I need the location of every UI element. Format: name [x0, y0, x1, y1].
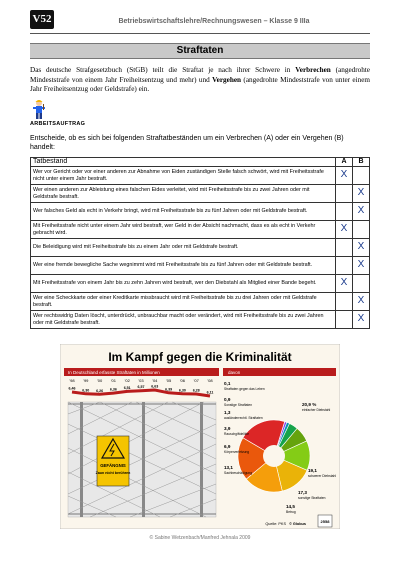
answer-a[interactable] — [336, 293, 353, 311]
course-title: Betriebswirtschaftslehre/Rechnungswesen – Klasse 9 IIIa — [118, 18, 310, 25]
breakdown-value: 20,9 % — [302, 402, 317, 407]
logo: V52 — [30, 10, 54, 29]
intro-paragraph: Das deutsche Strafgesetzbuch (StGB) teilt die Straftat je nach ihrer Schwere in Verbrechen (angedrohte Mindeststrafe von einem Jahr Freiheitsentzug und mehr) und Vergehen (angedrohte Mindeststrafe von unter einem Jahr Freiheitsentzug oder Geldstrafe) ein. — [30, 66, 370, 93]
breakdown-label: Rauschgiftdelikte — [224, 432, 250, 436]
answer-a[interactable]: X — [336, 167, 353, 185]
value-label: 6,30 — [178, 388, 186, 393]
year-label: '02 — [124, 378, 130, 383]
table-row — [31, 257, 370, 275]
breakdown-value: 19,1 — [308, 468, 317, 473]
infographic-subtitle: In Deutschland erfasste Straftaten in Millionen — [68, 370, 160, 375]
fence-graphic — [68, 402, 216, 517]
answer-a[interactable] — [336, 257, 353, 275]
year-label: '08 — [207, 378, 213, 383]
answer-b[interactable]: X — [353, 239, 370, 257]
value-label: 6,26 — [96, 388, 104, 393]
breakdown-label: ausländerrechtl. Straftaten — [224, 416, 263, 420]
column-header-tatbestand: Tatbestand — [31, 158, 336, 167]
term-vergehen: Vergehen — [212, 75, 242, 84]
year-label: '98 — [69, 378, 75, 383]
value-label: 6,51 — [123, 385, 131, 390]
breakdown-label: schwerer Diebstahl — [308, 474, 337, 478]
row-text: Wer einen anderen zur Ableistung eines falschen Eides verleitet, wird mit Freiheitsstrafe bis zu zwei Jahren oder mit Geldstrafe bestraft. — [31, 185, 336, 203]
breakdown-value: 17,3 — [298, 490, 307, 495]
breakdown-pie — [238, 420, 310, 492]
table-row — [31, 185, 370, 203]
breakdown-label: einfacher Diebstahl — [302, 408, 331, 412]
table-row — [31, 203, 370, 221]
year-label: '01 — [110, 378, 117, 383]
table-row — [31, 167, 370, 185]
breakdown-label: Betrug — [286, 510, 296, 514]
row-text: Mit Freiheitsstrafe von einem Jahr bis zu zehn Jahren wird bestraft, wer den Diebstahl als Mitglied einer Bande begeht. — [31, 275, 336, 293]
table-row — [31, 221, 370, 239]
year-label: '05 — [165, 378, 172, 383]
breakdown-label: Straftaten gegen das Leben — [224, 387, 265, 391]
breakdown-label: Sonstige Straftaten — [224, 403, 253, 407]
breakdown-value: 3,9 — [224, 426, 231, 431]
value-label: 6,30 — [82, 388, 90, 393]
year-label: '06 — [179, 378, 186, 383]
answer-b[interactable]: X — [353, 185, 370, 203]
row-text: Wer eine fremde bewegliche Sache wegnimmt wird mit Freiheitsstrafe bis zu fünf Jahren oder mit Geldstrafe bestraft. — [31, 257, 336, 275]
table-row — [31, 239, 370, 257]
column-header-a: A — [336, 158, 353, 167]
page-header — [30, 8, 370, 36]
infographic-title: Im Kampf gegen die Kriminalität — [108, 350, 292, 364]
breakdown-value: 1,3 — [224, 410, 231, 415]
year-label: '03 — [138, 378, 144, 383]
davon-label: davon — [228, 370, 241, 375]
answer-b[interactable] — [353, 275, 370, 293]
answer-b[interactable]: X — [353, 293, 370, 311]
row-text: Wer vor Gericht oder vor einer anderen zur Abnahme von Eiden zuständigen Stelle falsch schwört, wird mit Freiheitsstrafe nicht unter einem Jahr bestraft. — [31, 167, 336, 185]
source-label: Quelle: PKS — [265, 522, 286, 526]
table-row — [31, 275, 370, 293]
chart-code: 2558 — [320, 519, 330, 524]
page-title: Straftaten — [30, 43, 370, 59]
globus-label: © Globus — [289, 522, 306, 526]
breakdown-value: 0,1 — [224, 381, 231, 386]
pie-hole — [263, 445, 285, 467]
crime-infographic — [60, 344, 340, 529]
breakdown-value: 13,1 — [224, 465, 233, 470]
answer-a[interactable]: X — [336, 275, 353, 293]
answer-a[interactable]: X — [336, 221, 353, 239]
year-label: '99 — [83, 378, 89, 383]
answer-a[interactable] — [336, 203, 353, 221]
answer-b[interactable] — [353, 221, 370, 239]
answer-a[interactable] — [336, 185, 353, 203]
answer-b[interactable]: X — [353, 257, 370, 275]
row-text: Wer rechtswidrig Daten löscht, unterdrückt, unbrauchbar macht oder verändert, wird mit Freiheitsstrafe bis zu zwei Jahren oder mit Geldstrafe bestraft. — [31, 311, 336, 329]
year-label: '04 — [152, 378, 158, 383]
value-label: 6,28 — [192, 388, 200, 393]
worker-icon — [32, 99, 46, 119]
breakdown-value: 14,5 — [286, 504, 295, 509]
table-row — [31, 293, 370, 311]
value-label: 6,39 — [165, 387, 173, 392]
sign-line2: Zaun nicht berühren — [95, 471, 131, 475]
sign-line1: GEFÄNGNIS — [100, 463, 126, 468]
row-text: Wer falsches Geld als echt in Verkehr bringt, wird mit Freiheitsstrafe bis zu fünf Jahren oder mit Geldstrafe bestraft. — [31, 203, 336, 221]
breakdown-label: Körperverletzung — [224, 450, 250, 454]
answer-b[interactable] — [353, 167, 370, 185]
answer-b[interactable]: X — [353, 203, 370, 221]
value-label: 6,57 — [137, 385, 145, 390]
table-row — [31, 311, 370, 329]
assignment-text: Entscheide, ob es sich bei folgenden Straftatbeständen um ein Verbrechen (A) oder ein Vergehen (B) handelt: — [30, 135, 344, 151]
breakdown-value: 0,9 — [224, 397, 231, 402]
answer-a[interactable] — [336, 239, 353, 257]
year-label: '00 — [96, 378, 103, 383]
value-label: 6,63 — [151, 384, 159, 389]
value-label: 6,46 — [68, 386, 76, 391]
header-divider — [30, 33, 370, 34]
offense-table — [30, 157, 370, 329]
year-label: '07 — [193, 378, 199, 383]
breakdown-value: 6,9 — [224, 444, 231, 449]
answer-b[interactable]: X — [353, 311, 370, 329]
row-text: Wer eine Scheckkarte oder einer Kreditkarte missbraucht wird mit Freiheitsstrafe bis zu drei Jahren oder mit Geldstrafe bestraft. — [31, 293, 336, 311]
footer-copyright: © Sabine Wetzenbach/Manfred Jehnala 2009 — [149, 535, 251, 541]
term-verbrechen: Verbrechen — [295, 66, 331, 74]
answer-a[interactable] — [336, 311, 353, 329]
column-header-b: B — [353, 158, 370, 167]
value-label: 6,36 — [109, 387, 117, 392]
warning-sign — [96, 436, 131, 486]
row-text: Mit Freiheitsstrafe nicht unter einem Jahr wird bestraft, wer Geld in der Absicht nachmacht, dass es als echt in Verkehr gebracht wird. — [31, 221, 336, 239]
assignment-label: ARBEITSAUFTRAG — [30, 121, 86, 127]
breakdown-label: Sachbeschädigung — [224, 471, 253, 475]
row-text: Die Beleidigung wird mit Freiheitsstrafe bis zu einem Jahr oder mit Geldstrafe bestraft. — [31, 239, 336, 257]
value-label: 6,11 — [206, 390, 214, 395]
breakdown-label: sonstige Straftaten — [298, 496, 326, 500]
